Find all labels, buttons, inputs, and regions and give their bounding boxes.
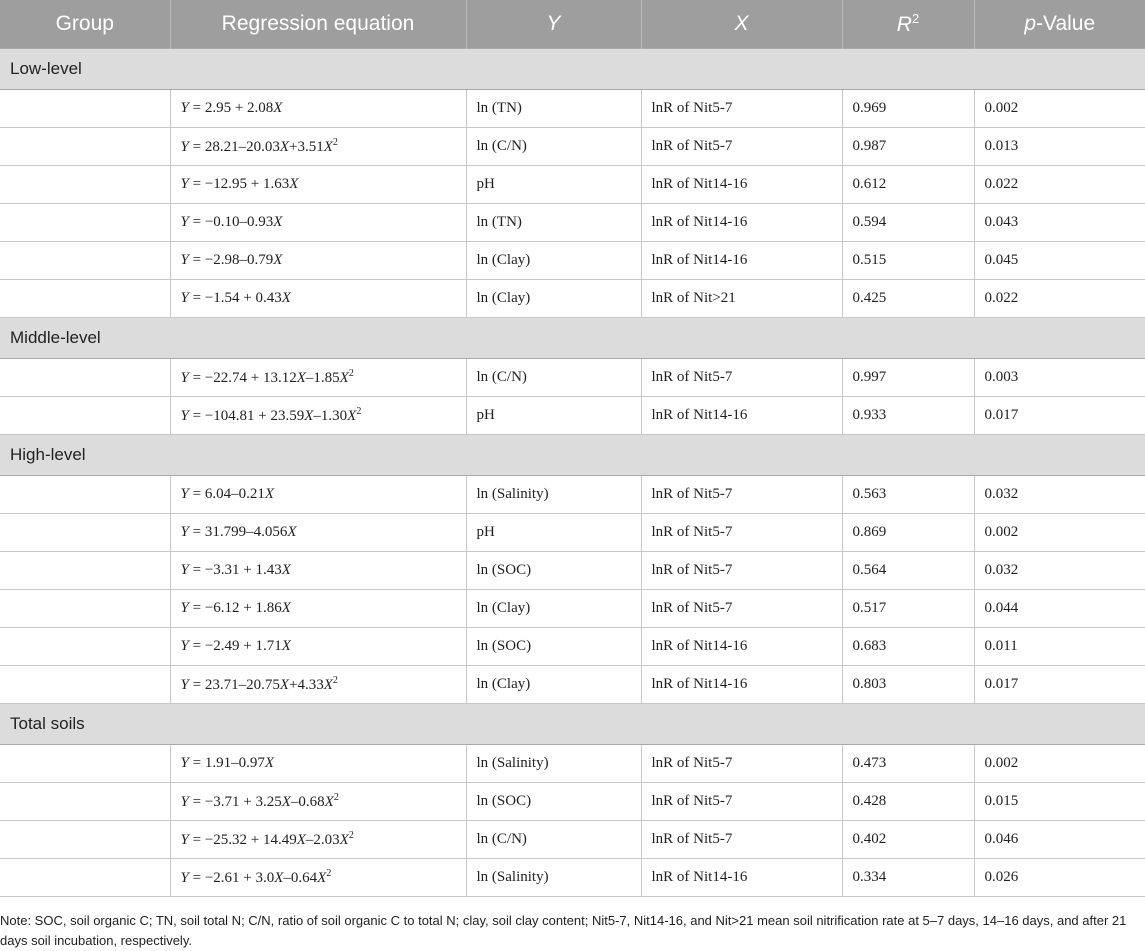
- p-value-cell: 0.045: [974, 242, 1145, 280]
- r-squared-cell: 0.803: [842, 666, 974, 704]
- group-cell: [0, 359, 170, 397]
- equation-cell: Y = −12.95 + 1.63X: [170, 166, 466, 204]
- y-cell: ln (Clay): [466, 280, 641, 318]
- y-cell: ln (TN): [466, 204, 641, 242]
- table-row: [0, 90, 1145, 128]
- x-cell: lnR of Nit>21: [641, 280, 842, 318]
- p-value-cell: 0.002: [974, 514, 1145, 552]
- r-squared-cell: 0.997: [842, 359, 974, 397]
- y-cell: ln (Clay): [466, 242, 641, 280]
- r-squared-cell: 0.402: [842, 821, 974, 859]
- y-cell: pH: [466, 397, 641, 435]
- group-cell: [0, 280, 170, 318]
- group-cell: [0, 552, 170, 590]
- header-x: X: [641, 0, 842, 49]
- r-squared-cell: 0.428: [842, 783, 974, 821]
- r-squared-cell: 0.969: [842, 90, 974, 128]
- y-cell: ln (SOC): [466, 783, 641, 821]
- x-cell: lnR of Nit14-16: [641, 628, 842, 666]
- equation-cell: $Y = -2.61 + 3.0X-0.64X^2$: [170, 859, 466, 897]
- y-cell: ln (Clay): [466, 590, 641, 628]
- equation-cell: Y = −2.49 + 1.71X: [170, 628, 466, 666]
- group-cell: [0, 666, 170, 704]
- r-squared-cell: 0.594: [842, 204, 974, 242]
- equation-cell: $Y = 28.21-20.03X+3.51X^2$: [170, 128, 466, 166]
- header-row: [0, 0, 1145, 49]
- y-cell: ln (Salinity): [466, 859, 641, 897]
- table-row: [0, 280, 1145, 318]
- equation-cell: $Y = -22.74 + 13.12X-1.85X^2$: [170, 359, 466, 397]
- p-value-cell: 0.032: [974, 476, 1145, 514]
- x-cell: lnR of Nit14-16: [641, 397, 842, 435]
- header-group: Group: [0, 0, 170, 49]
- x-cell: lnR of Nit14-16: [641, 166, 842, 204]
- r-squared-cell: 0.425: [842, 280, 974, 318]
- p-value-cell: 0.015: [974, 783, 1145, 821]
- r-squared-cell: 0.869: [842, 514, 974, 552]
- table-row: [0, 590, 1145, 628]
- equation-cell: Y = 31.799–4.056X: [170, 514, 466, 552]
- header-r-squared: $R^2$: [842, 0, 974, 49]
- table-row: [0, 666, 1145, 704]
- r-squared-cell: 0.612: [842, 166, 974, 204]
- equation-cell: Y = −3.31 + 1.43X: [170, 552, 466, 590]
- group-row: [0, 49, 1145, 90]
- r-squared-cell: 0.473: [842, 745, 974, 783]
- group-row: [0, 435, 1145, 476]
- y-cell: ln (Clay): [466, 666, 641, 704]
- group-label: Total soils: [0, 704, 1145, 745]
- table-note: Note: SOC, soil organic C; TN, soil total N; C/N, ratio of soil organic C to total N; clay, soil clay content; Nit5-7, Nit14-16, and Nit>21 mean soil nitrification rate at 5–7 days, 14–16 days, and after 21 days soil incubation, respectively.: [0, 913, 1127, 948]
- table-row: [0, 821, 1145, 859]
- group-cell: [0, 397, 170, 435]
- y-cell: ln (SOC): [466, 628, 641, 666]
- group-cell: [0, 821, 170, 859]
- table-header: [0, 0, 1145, 49]
- group-cell: [0, 242, 170, 280]
- equation-cell: $Y = -3.71 + 3.25X-0.68X^2$: [170, 783, 466, 821]
- x-cell: lnR of Nit14-16: [641, 666, 842, 704]
- y-cell: ln (Salinity): [466, 745, 641, 783]
- equation-cell: $Y = 23.71-20.75X+4.33X^2$: [170, 666, 466, 704]
- group-cell: [0, 204, 170, 242]
- group-cell: [0, 783, 170, 821]
- x-cell: lnR of Nit5-7: [641, 128, 842, 166]
- p-value-cell: 0.046: [974, 821, 1145, 859]
- x-cell: lnR of Nit5-7: [641, 90, 842, 128]
- group-label: High-level: [0, 435, 1145, 476]
- table-row: [0, 204, 1145, 242]
- p-value-cell: 0.043: [974, 204, 1145, 242]
- x-cell: lnR of Nit5-7: [641, 745, 842, 783]
- group-cell: [0, 476, 170, 514]
- p-value-cell: 0.002: [974, 90, 1145, 128]
- table-row: [0, 397, 1145, 435]
- p-value-cell: 0.044: [974, 590, 1145, 628]
- x-cell: lnR of Nit5-7: [641, 359, 842, 397]
- x-cell: lnR of Nit5-7: [641, 590, 842, 628]
- table-row: [0, 628, 1145, 666]
- equation-cell: Y = −2.98–0.79X: [170, 242, 466, 280]
- equation-cell: Y = 6.04–0.21X: [170, 476, 466, 514]
- equation-cell: Y = −0.10–0.93X: [170, 204, 466, 242]
- r-squared-cell: 0.933: [842, 397, 974, 435]
- r-squared-cell: 0.563: [842, 476, 974, 514]
- y-cell: ln (SOC): [466, 552, 641, 590]
- x-cell: lnR of Nit14-16: [641, 859, 842, 897]
- header-regression-equation: Regression equation: [170, 0, 466, 49]
- header-p-value: p-Value: [974, 0, 1145, 49]
- p-value-cell: 0.011: [974, 628, 1145, 666]
- p-value-cell: 0.032: [974, 552, 1145, 590]
- group-cell: [0, 859, 170, 897]
- group-row: [0, 704, 1145, 745]
- equation-cell: Y = 2.95 + 2.08X: [170, 90, 466, 128]
- x-cell: lnR of Nit5-7: [641, 552, 842, 590]
- p-value-cell: 0.002: [974, 745, 1145, 783]
- group-cell: [0, 514, 170, 552]
- equation-cell: Y = 1.91–0.97X: [170, 745, 466, 783]
- y-cell: ln (C/N): [466, 359, 641, 397]
- group-cell: [0, 590, 170, 628]
- y-cell: ln (Salinity): [466, 476, 641, 514]
- group-cell: [0, 128, 170, 166]
- table-row: [0, 859, 1145, 897]
- p-value-cell: 0.026: [974, 859, 1145, 897]
- table-row: [0, 359, 1145, 397]
- group-label: Low-level: [0, 49, 1145, 90]
- x-cell: lnR of Nit14-16: [641, 204, 842, 242]
- x-cell: lnR of Nit5-7: [641, 783, 842, 821]
- table-row: [0, 242, 1145, 280]
- header-y: Y: [466, 0, 641, 49]
- group-cell: [0, 745, 170, 783]
- p-value-cell: 0.003: [974, 359, 1145, 397]
- y-cell: ln (C/N): [466, 821, 641, 859]
- y-cell: ln (TN): [466, 90, 641, 128]
- x-cell: lnR of Nit14-16: [641, 242, 842, 280]
- equation-cell: $Y = -104.81 + 23.59X-1.30X^2$: [170, 397, 466, 435]
- table-row: [0, 128, 1145, 166]
- table-row: [0, 514, 1145, 552]
- p-value-cell: 0.013: [974, 128, 1145, 166]
- y-cell: ln (C/N): [466, 128, 641, 166]
- equation-cell: Y = −6.12 + 1.86X: [170, 590, 466, 628]
- table-row: [0, 476, 1145, 514]
- equation-cell: Y = −1.54 + 0.43X: [170, 280, 466, 318]
- r-squared-cell: 0.334: [842, 859, 974, 897]
- p-value-cell: 0.022: [974, 166, 1145, 204]
- r-squared-cell: 0.564: [842, 552, 974, 590]
- group-cell: [0, 628, 170, 666]
- x-cell: lnR of Nit5-7: [641, 476, 842, 514]
- r-squared-cell: 0.987: [842, 128, 974, 166]
- x-cell: lnR of Nit5-7: [641, 821, 842, 859]
- x-cell: lnR of Nit5-7: [641, 514, 842, 552]
- p-value-cell: 0.017: [974, 666, 1145, 704]
- group-cell: [0, 90, 170, 128]
- y-cell: pH: [466, 514, 641, 552]
- r-squared-cell: 0.517: [842, 590, 974, 628]
- table-row: [0, 745, 1145, 783]
- table-row: [0, 783, 1145, 821]
- group-cell: [0, 166, 170, 204]
- r-squared-cell: 0.515: [842, 242, 974, 280]
- y-cell: pH: [466, 166, 641, 204]
- table-row: [0, 552, 1145, 590]
- r-squared-cell: 0.683: [842, 628, 974, 666]
- p-value-cell: 0.022: [974, 280, 1145, 318]
- group-label: Middle-level: [0, 318, 1145, 359]
- p-value-cell: 0.017: [974, 397, 1145, 435]
- table-body: [0, 49, 1145, 897]
- table-row: [0, 166, 1145, 204]
- group-row: [0, 318, 1145, 359]
- equation-cell: $Y = -25.32 + 14.49X-2.03X^2$: [170, 821, 466, 859]
